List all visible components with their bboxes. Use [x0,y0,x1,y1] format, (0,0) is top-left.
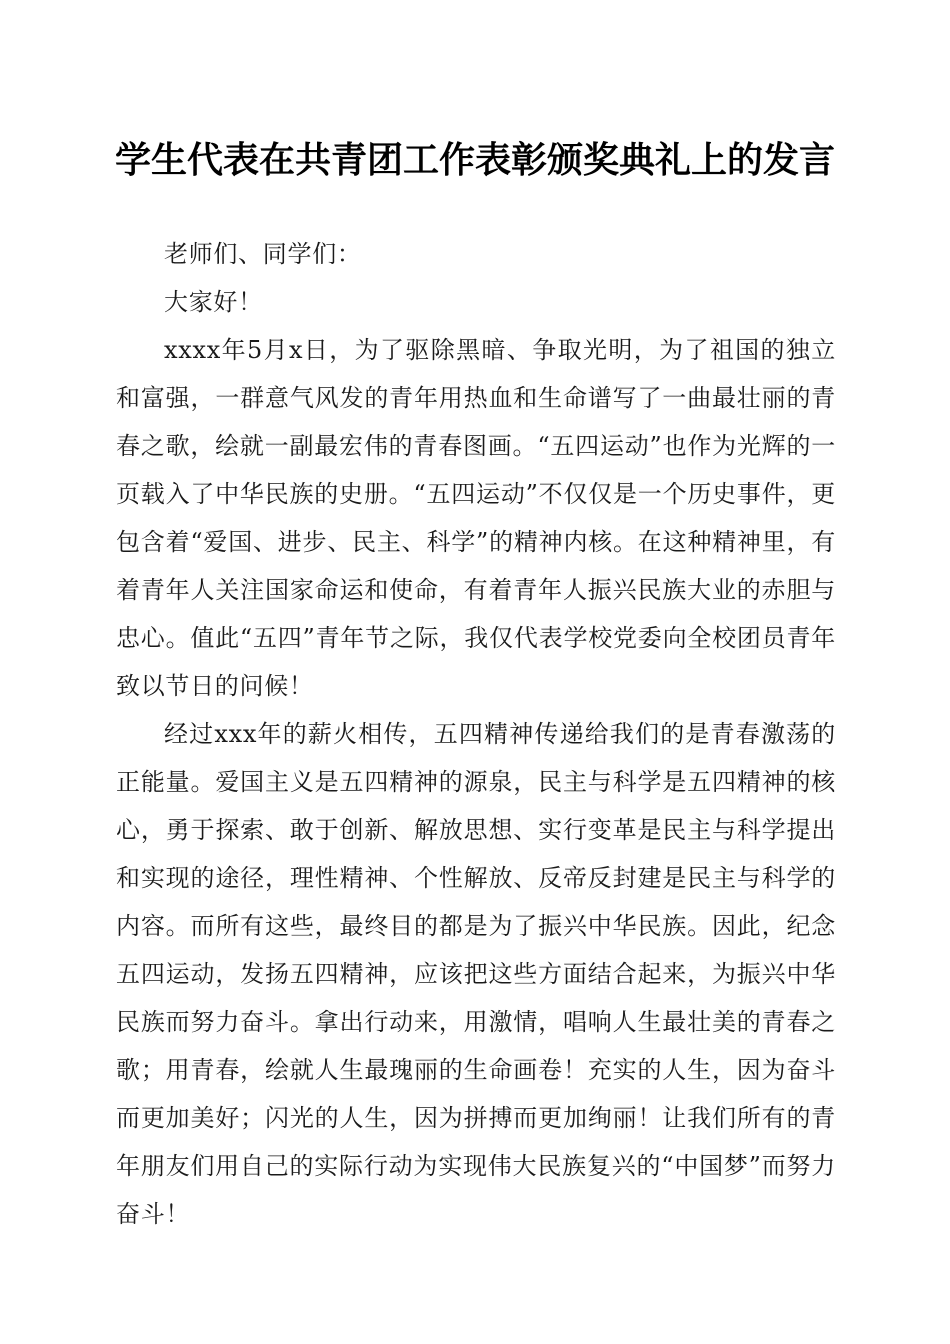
paragraph-2: 经过xxx年的薪火相传，五四精神传递给我们的是青春激荡的正能量。爱国主义是五四精神的源泉，民主与科学是五四精神的核心，勇于探索、敢于创新、解放思想、实行变革是民主与科学提出和实现的途径，理性精神、个性解放、反帝反封建是民主与科学的内容。而所有这些，最终目的都是为了振兴中华民族。因此，纪念五四运动，发扬五四精神，应该把这些方面结合起来，为振兴中华民族而努力奋斗。拿出行动来，用激情，唱响人生最壮美的青春之歌；用青春，绘就人生最瑰丽的生命画卷！充实的人生，因为奋斗而更加美好；闪光的人生，因为拼搏而更加绚丽！让我们所有的青年朋友们用自己的实际行动为实现伟大民族复兴的“中国梦”而努力奋斗！ [116,720,836,1228]
greeting: 大家好！ [164,288,263,316]
document-body [116,230,836,1238]
document-title: 学生代表在共青团工作表彰颁奖典礼上的发言 [114,139,835,181]
salutation: 老师们、同学们： [164,240,362,268]
paragraph-1: xxxx年5月x日，为了驱除黑暗、争取光明，为了祖国的独立和富强，一群意气风发的青年用热血和生命谱写了一曲最壮丽的青春之歌，绘就一副最宏伟的青春图画。“五四运动”也作为光辉的一页载入了中华民族的史册。“五四运动”不仅仅是一个历史事件，更包含着“爱国、进步、民主、科学”的精神内核。在这种精神里，有着青年人关注国家命运和使命，有着青年人振兴民族大业的赤胆与忠心。值此“五四”青年节之际，我仅代表学校党委向全校团员青年致以节日的问候！ [116,336,836,700]
